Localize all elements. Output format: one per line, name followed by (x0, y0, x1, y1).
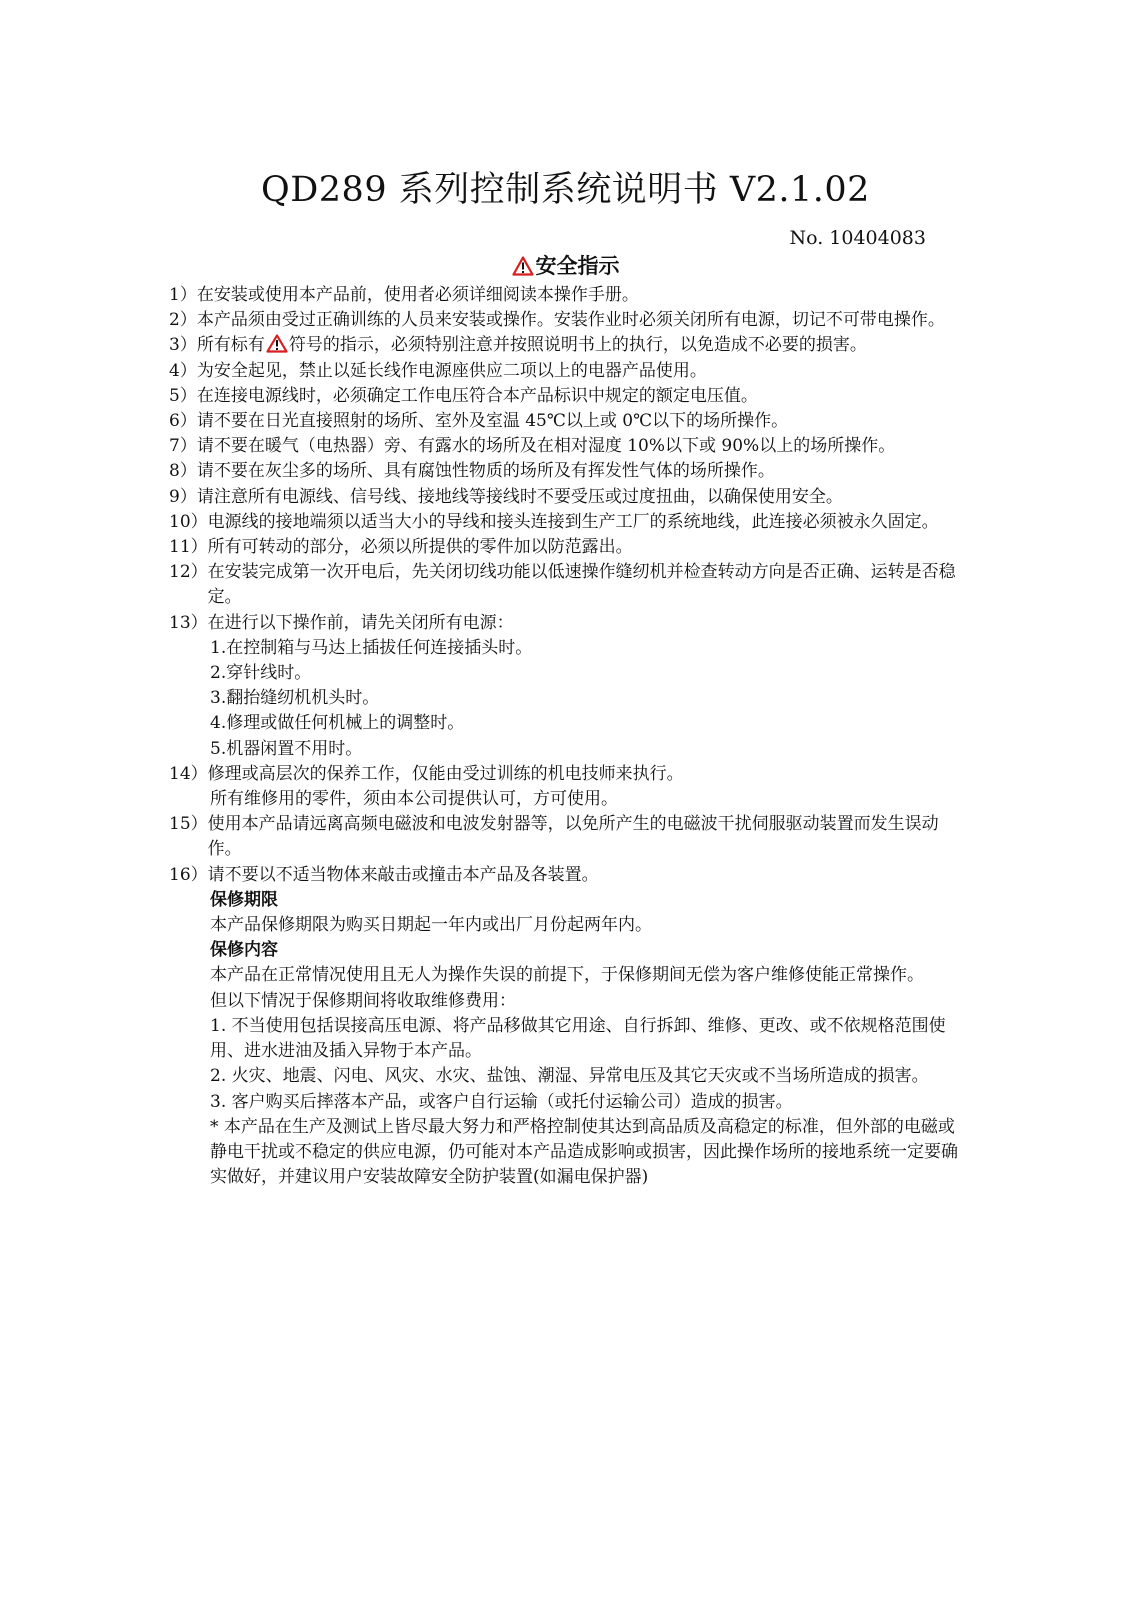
safety-heading-text: 安全指示 (535, 253, 620, 278)
safety-item-13: 13） 在进行以下操作前，请先关闭所有电源： (169, 612, 514, 633)
document-number: No. 10404083 (789, 227, 926, 249)
warranty-period-text: 本产品保修期限为购买日期起一年内或出厂月份起两年内。 (210, 915, 652, 936)
warranty-content-heading: 保修内容 (210, 940, 278, 961)
list-item: 4.修理或做任何机械上的调整时。 (210, 713, 465, 734)
safety-item-10: 10） 电源线的接地端须以适当大小的导线和接头连接到生产工厂的系统地线，此连接必须被永久固定。 (169, 511, 939, 532)
warranty-content-text: 本产品在正常情况使用且无人为操作失误的前提下，于保修期间无偿为客户维修使能正常操作。 (210, 965, 924, 986)
document-title: QD289 系列控制系统说明书 V2.1.02 (261, 170, 870, 210)
list-item: 1. 不当使用包括误接高压电源、将产品移做其它用途、自行拆卸、维修、更改、或不依规格范围使用、进水进油及插入异物于本产品。 (210, 1015, 946, 1062)
warranty-note: * 本产品在生产及测试上皆尽最大努力和严格控制使其达到高品质及高稳定的标准，但外部的电磁或静电干扰或不稳定的供应电源，仍可能对本产品造成影响或损害，因此操作场所的接地系统一定要确实做好，并建议用户安装故障安全防护装置(如漏电保护器) (210, 1116, 958, 1188)
safety-heading (0, 253, 1131, 279)
safety-item-12: 12） 在安装完成第一次开电后，先关闭切线功能以低速操作缝纫机并检查转动方向是否正确、运转是否稳定。 (169, 562, 956, 608)
list-item: 3. 客户购买后摔落本产品，或客户自行运输（或托付运输公司）造成的损害。 (210, 1091, 793, 1112)
safety-item-16: 16） 请不要以不适当物体来敲击或撞击本产品及各装置。 (169, 864, 599, 885)
safety-item-2: 2）本产品须由受过正确训练的人员来安装或操作。安装作业时必须关闭所有电源，切记不可带电操作。 (169, 310, 945, 331)
safety-item-5: 5） 在连接电源线时，必须确定工作电压符合本产品标识中规定的额定电压值。 (169, 385, 758, 406)
safety-instructions (169, 283, 959, 1190)
list-item: 1.在控制箱与马达上插拔任何连接插头时。 (210, 637, 533, 658)
safety-item-3: 3）所有标有 符号的指示，必须特别注意并按照说明书上的执行，以免造成不必要的损害。 (169, 335, 867, 356)
safety-item-4: 4） 为安全起见，禁止以延长线作电源座供应二项以上的电器产品使用。 (169, 360, 707, 381)
warranty-section (169, 888, 959, 1190)
safety-item-8: 8） 请不要在灰尘多的场所、具有腐蚀性物质的场所及有挥发性气体的场所操作。 (169, 461, 775, 482)
warning-triangle-icon (512, 256, 534, 276)
safety-item-11: 11） 所有可转动的部分，必须以所提供的零件加以防范露出。 (169, 537, 633, 558)
safety-item-9: 9） 请注意所有电源线、信号线、接地线等接线时不要受压或过度扭曲，以确保使用安全。 (169, 486, 843, 507)
safety-item-14: 14） 修理或高层次的保养工作，仅能由受过训练的机电技师来执行。 (169, 763, 684, 784)
safety-item-1: 1） 在安装或使用本产品前，使用者必须详细阅读本操作手册。 (169, 285, 639, 305)
safety-item-6: 6） 请不要在日光直接照射的场所、室外及室温 45℃以上或 0℃以下的场所操作。 (169, 411, 789, 432)
warranty-fee-intro: 但以下情况于保修期间将收取维修费用： (210, 990, 516, 1011)
safety-item-14-extra: 所有维修用的零件，须由本公司提供认可，方可使用。 (210, 789, 618, 810)
warning-triangle-icon (266, 334, 288, 353)
warranty-period-heading: 保修期限 (210, 889, 278, 910)
list-item: 2. 火灾、地震、闪电、风灾、水灾、盐蚀、潮湿、异常电压及其它天灾或不当场所造成的损害。 (210, 1066, 929, 1087)
list-item: 3.翻抬缝纫机机头时。 (210, 688, 380, 709)
list-item: 2.穿针线时。 (210, 663, 312, 684)
list-item: 5.机器闲置不用时。 (210, 738, 363, 759)
safety-item-15: 15） 使用本产品请远离高频电磁波和电波发射器等，以免所产生的电磁波干扰伺服驱动装置而发生误动作。 (169, 814, 939, 860)
safety-item-7: 7） 请不要在暖气（电热器）旁、有露水的场所及在相对湿度 10%以下或 90%以上的场所操作。 (169, 436, 896, 457)
